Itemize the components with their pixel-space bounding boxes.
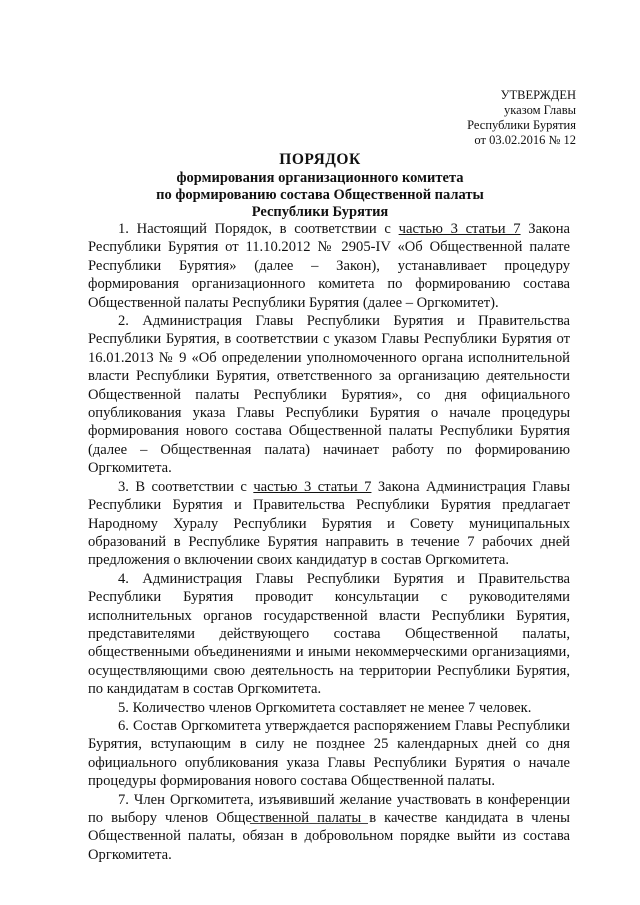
paragraph-1-text-start: 1. Настоящий Порядок, в соответствии с [118, 221, 399, 237]
paragraph-3 [88, 478, 570, 570]
approval-line-date: от 03.02.2016 № 12 [474, 133, 576, 147]
paragraph-6: 6. Состав Оргкомитета утверждается распоряжением Главы Республики Бурятия, вступающим в силу не позднее 25 календарных дней со дня официального опубликования указа Главы Республики Бурятия о начале процедуры формирования нового состава Общественной палаты. [88, 717, 570, 790]
end-divider [250, 823, 368, 824]
title-line-3: Республики Бурятия [251, 204, 389, 220]
law-reference-link[interactable]: частью 3 статьи 7 [253, 478, 372, 495]
approval-line-decree: указом Главы [504, 103, 576, 117]
paragraph-2: 2. Администрация Главы Республики Бурятия и Правительства Республики Бурятия, в соответствии с указом Главы Республики Бурятия от 16.01.2013 № 9 «Об определении уполномоченного органа исполнительной власти Республики Бурятия, ответственного за организацию деятельности Общественной палаты Республики Бурятия», со дня официального опубликования указа Главы Республики Бурятия о начале процедуры формирования нового состава Общественной палаты Республики Бурятия (далее – Общественная палата) начинает работу по формированию Оргкомитета. [88, 313, 570, 477]
approval-stamp [467, 88, 576, 148]
paragraph-3-text-start: 3. В соответствии с [118, 478, 254, 495]
approval-line-approved: УТВЕРЖДЕН [500, 88, 576, 102]
approval-line-republic: Республики Бурятия [467, 118, 576, 132]
document-body [88, 220, 570, 864]
title-line-1: формирования организационного комитета [176, 170, 464, 186]
law-reference-link[interactable]: частью 3 статьи 7 [398, 221, 521, 237]
title-line-2: по формированию состава Общественной палаты [156, 187, 484, 203]
document-title [84, 150, 556, 221]
paragraph-5: 5. Количество членов Оргкомитета составляет не менее 7 человек. [118, 699, 532, 716]
paragraph-1-text-end: Закона Республики Бурятия от 11.10.2012 № 2905-IV «Об Общественной палате Республики Бурятия» (далее – Закон), устанавливает процедуру формирования организационного комитета по формированию состава Общественной палаты Республики Бурятия (далее – Оргкомитет). [88, 221, 570, 311]
paragraph-3-text-end: Закона Администрация Главы Республики Бурятия и Правительства Республики Бурятия предлагает Народному Хуралу Республики Бурятия и Совету муниципальных образований в Республике Бурятия направить в течение 7 рабочих дней предложения о включении своих кандидатур в состав Оргкомитета. [88, 478, 571, 569]
paragraph-4: 4. Администрация Главы Республики Бурятия и Правительства Республики Бурятия проводит консультации с руководителями исполнительных органов государственной власти Республики Бурятия, представителями действующего состава Общественной палаты, общественными объединениями и иными некоммерческими организациями, осуществляющими свою деятельность на территории Республики Бурятия, по кандидатам в состав Оргкомитета. [88, 570, 570, 698]
paragraph-1 [88, 220, 570, 312]
title-main: ПОРЯДОК [279, 151, 361, 168]
paragraph-7: 7. Член Оргкомитета, изъявивший желание участвовать в конференции по выбору членов Общественной палаты в качестве кандидата в члены Общественной палаты, обязан в добровольном порядке выйти из состава Оргкомитета. [88, 791, 570, 863]
